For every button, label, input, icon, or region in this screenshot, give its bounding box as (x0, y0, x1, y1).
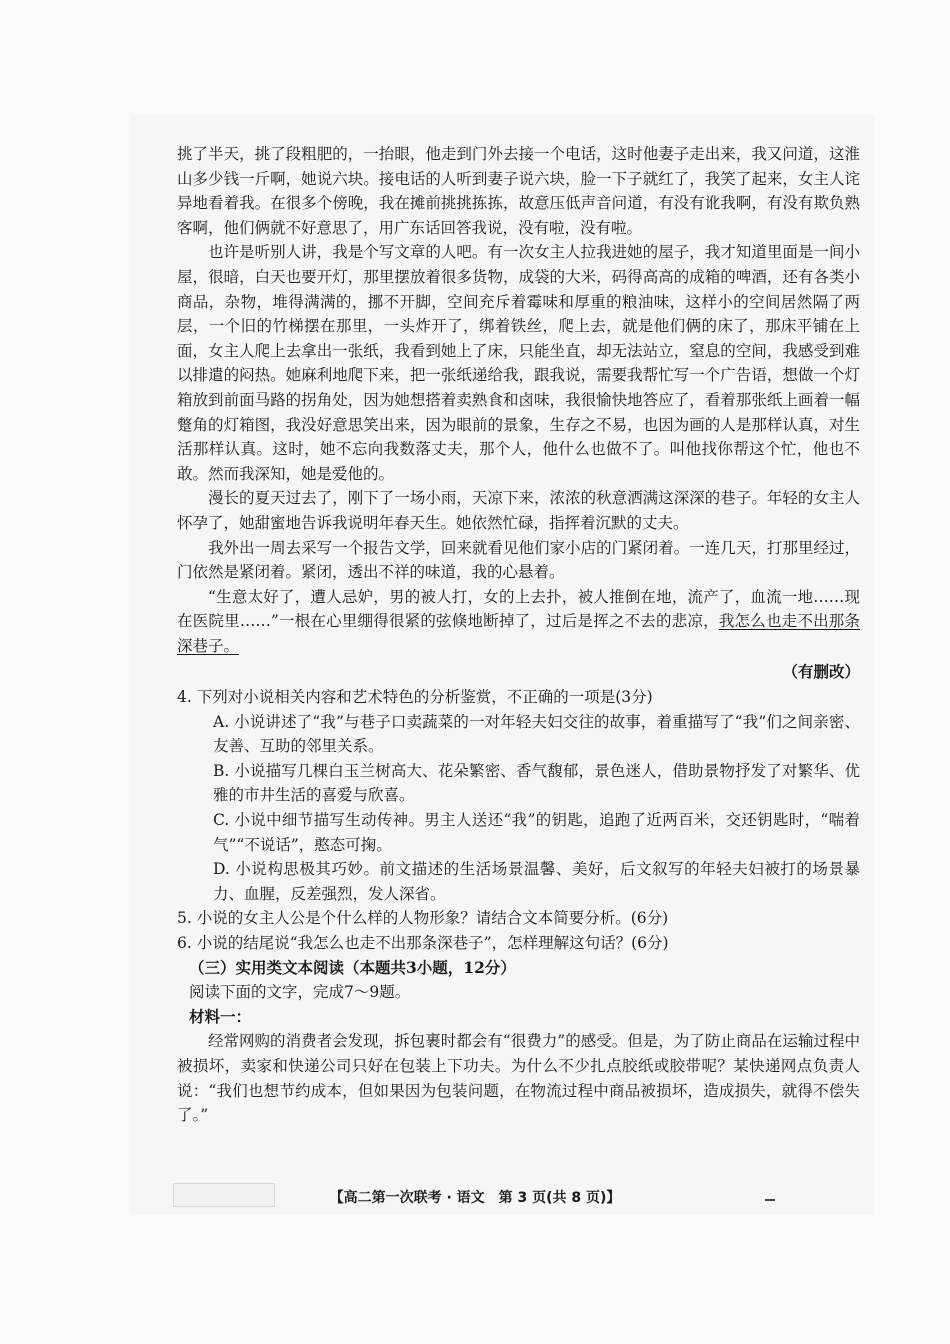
story-paragraph-2: 也许是听别人讲，我是个写文章的人吧。有一次女主人拉我进她的屋子，我才知道里面是一间小屋，很暗，白天也要开灯，那里摆放着很多货物，成袋的大米，码得高高的成箱的啤酒，还有各类小商品，杂物，堆得满满的，挪不开脚，空间充斥着霉味和厚重的粮油味，这样小的空间居然隔了两层，一个旧的竹梯摆在那里，一头炸开了，绑着铁丝，爬上去，就是他们俩的床了，那床平铺在上面，女主人爬上去拿出一张纸，我看到她上了床，只能坐直，却无法站立，窒息的空间，我感受到难以排遣的闷热。她麻利地爬下来，把一张纸递给我，跟我说，需要我帮忙写一个广告语，想做一个灯箱放到前面马路的拐角处，因为她想搭着卖熟食和卤味，我很愉快地答应了，看着那张纸上画着一幅蹩角的灯箱图，我没好意思笑出来，因为眼前的景象，生存之不易，也因为画的人是那样认真，对生活那样认真。这时，她不忘向我数落丈夫，那个人，他什么也做不了。叫他找你帮这个忙，他也不敢。然而我深知，她是爱他的。 (177, 243, 860, 483)
page-footer: 【高二第一次联考 · 语文 第 3 页(共 8 页)】 (329, 1190, 621, 1206)
question-4-option-d: D. 小说构思极其巧妙。前文描述的生活场景温馨、美好，后文叙写的年轻夫妇被打的场景暴力、血腥，反差强烈，发人深省。 (213, 860, 860, 903)
question-4-options (177, 710, 860, 907)
question-6: 6. 小说的结尾说“我怎么也走不出那条深巷子”，怎样理解这句话？(6分) (177, 934, 669, 952)
section-3-instruction: 阅读下面的文字，完成7～9题。 (189, 983, 411, 1002)
footer-dash (765, 1199, 775, 1201)
page-content (177, 142, 860, 1128)
question-4-option-b: B. 小说描写几棵白玉兰树高大、花朵繁密、香气馥郁，景色迷人，借助景物抒发了对繁华、优雅的市井生活的喜爱与欣喜。 (213, 761, 860, 805)
source-note: （有删改） (782, 662, 860, 682)
question-4-option-a: A. 小说讲述了“我”与巷子口卖蔬菜的一对年轻夫妇交往的故事，着重描写了“我”们之间亲密、友善、互助的邻里关系。 (213, 712, 860, 756)
story-paragraph-1: 挑了半天，挑了段粗肥的，一抬眼，他走到门外去接一个电话，这时他妻子走出来，我又问道，这淮山多少钱一斤啊，她说六块。接电话的人听到妻子说六块，脸一下子就红了，我笑了起来，女主人诧异地看着我。在很多个傍晚，我在摊前挑挑拣拣，故意压低声音问道，有没有讹我啊，有没有欺负熟客啊，他们俩就不好意思了，用广东话回答我说，没有啦，没有啦。 (177, 145, 860, 237)
story-paragraph-5-text: “生意太好了，遭人忌妒，男的被人打，女的上去扑，被人推倒在地，流产了，血流一地……现在医院里……”一根在心里绷得很紧的弦倏地断掉了，过后是挥之不去的悲凉， (177, 587, 860, 631)
section-3-heading: （三）实用类文本阅读（本题共3小题，12分） (189, 957, 516, 977)
story-ending-underlined: 我怎么也走不出那条深巷子。 (177, 612, 860, 655)
material-1-label: 材料一： (189, 1006, 252, 1026)
story-paragraph-3: 漫长的夏天过去了，刚下了一场小雨，天凉下来，浓浓的秋意洒满这深深的巷子。年轻的女主人怀孕了，她甜蜜地告诉我说明年春天生。她依然忙碌，指挥着沉默的丈夫。 (177, 489, 860, 532)
question-4-stem: 4. 下列对小说相关内容和艺术特色的分析鉴赏，不正确的一项是(3分) (177, 688, 653, 707)
material-1-text: 经常网购的消费者会发现，拆包裹时都会有“很费力”的感受。但是，为了防止商品在运输过程中被损坏，卖家和快递公司只好在包装上下功夫。为什么不少扎点胶纸或胶带呢？某快递网点负责人说：“我们也想节约成本，但如果因为包装问题，在物流过程中商品被损坏，造成损失，就得不偿失了。” (177, 1032, 860, 1125)
question-4-option-c: C. 小说中细节描写生动传神。男主人送还“我”的钥匙，追跑了近两百米，交还钥匙时，“喘着气”“不说话”，憨态可掬。 (213, 811, 860, 854)
story-paragraph-4: 我外出一周去采写一个报告文学，回来就看见他们家小店的门紧闭着。一连几天，打那里经过，门依然是紧闭着。紧闭，透出不祥的味道，我的心悬着。 (177, 538, 860, 582)
story-paragraph-5 (177, 585, 860, 659)
question-5: 5. 小说的女主人公是个什么样的人物形象？请结合文本简要分析。(6分) (177, 909, 669, 928)
